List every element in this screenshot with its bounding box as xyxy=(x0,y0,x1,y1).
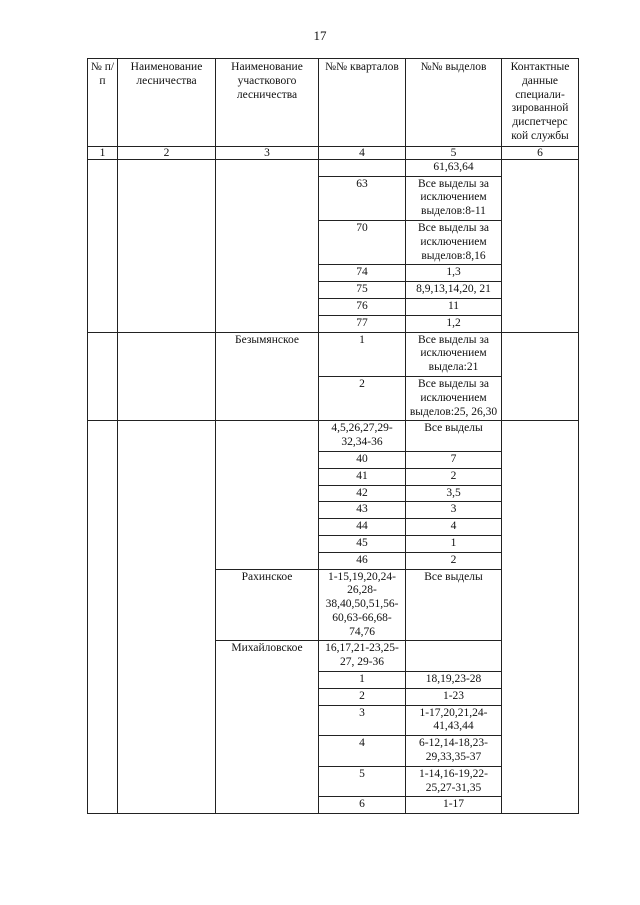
quarter-cell: 4,5,26,27,29-32,34-36 xyxy=(319,421,406,452)
district-name: Михайловское xyxy=(216,641,319,814)
quarter-cell: 42 xyxy=(319,485,406,502)
header-forestry: Наименование лесничества xyxy=(118,59,216,147)
column-number: 5 xyxy=(406,146,502,159)
allotment-cell: Все выделы xyxy=(406,569,502,641)
forestry-table xyxy=(87,58,579,814)
allotment-cell: Все выделы за исключением выделов:8-11 xyxy=(406,176,502,220)
quarter-cell xyxy=(319,159,406,176)
header-allotments: №№ выделов xyxy=(406,59,502,147)
table-row xyxy=(88,332,579,376)
quarter-cell: 45 xyxy=(319,535,406,552)
allotment-cell: 3,5 xyxy=(406,485,502,502)
allotment-cell: 7 xyxy=(406,451,502,468)
allotment-cell: 11 xyxy=(406,298,502,315)
header-row xyxy=(88,59,579,147)
allotment-cell: Все выделы за исключением выделов:8,16 xyxy=(406,220,502,264)
quarter-cell: 4 xyxy=(319,736,406,767)
cell-empty xyxy=(502,421,579,814)
table-row xyxy=(88,159,579,176)
quarter-cell: 1 xyxy=(319,332,406,376)
cell-empty xyxy=(118,332,216,421)
column-number: 2 xyxy=(118,146,216,159)
cell-empty xyxy=(118,159,216,332)
quarter-cell: 76 xyxy=(319,298,406,315)
cell-empty xyxy=(88,159,118,332)
column-number: 3 xyxy=(216,146,319,159)
cell-empty xyxy=(118,421,216,814)
quarter-cell: 75 xyxy=(319,282,406,299)
cell-empty xyxy=(502,332,579,421)
quarter-cell: 2 xyxy=(319,376,406,420)
district-name: Рахинское xyxy=(216,569,319,641)
quarter-cell: 1 xyxy=(319,672,406,689)
cell-empty xyxy=(88,332,118,421)
allotment-cell: Все выделы xyxy=(406,421,502,452)
allotment-cell: 1-17 xyxy=(406,797,502,814)
allotment-cell: 2 xyxy=(406,468,502,485)
quarter-cell: 74 xyxy=(319,265,406,282)
cell-empty xyxy=(88,421,118,814)
column-number: 6 xyxy=(502,146,579,159)
cell-empty xyxy=(216,421,319,569)
quarter-cell: 44 xyxy=(319,519,406,536)
allotment-cell: Все выделы за исключением выдела:21 xyxy=(406,332,502,376)
allotment-cell: 2 xyxy=(406,552,502,569)
district-name: Безымянское xyxy=(216,332,319,421)
allotment-cell: 1,3 xyxy=(406,265,502,282)
quarter-cell: 70 xyxy=(319,220,406,264)
page-number: 17 xyxy=(313,28,327,43)
quarter-cell: 43 xyxy=(319,502,406,519)
allotment-cell: 61,63,64 xyxy=(406,159,502,176)
allotment-cell: 1-14,16-19,22-25,27-31,35 xyxy=(406,766,502,797)
allotment-cell: 1 xyxy=(406,535,502,552)
allotment-cell: 3 xyxy=(406,502,502,519)
allotment-cell: 18,19,23-28 xyxy=(406,672,502,689)
quarter-cell: 6 xyxy=(319,797,406,814)
header-contacts: Контактные данные специали-зированной диспетчерс кой службы xyxy=(502,59,579,147)
quarter-cell: 63 xyxy=(319,176,406,220)
quarter-cell: 41 xyxy=(319,468,406,485)
header-number: № п/п xyxy=(88,59,118,147)
quarter-cell: 40 xyxy=(319,451,406,468)
cell-empty xyxy=(502,159,579,332)
allotment-cell: 1-23 xyxy=(406,688,502,705)
quarter-cell: 5 xyxy=(319,766,406,797)
allotment-cell: 1-17,20,21,24-41,43,44 xyxy=(406,705,502,736)
header-quarters: №№ кварталов xyxy=(319,59,406,147)
allotment-cell: 6-12,14-18,23-29,33,35-37 xyxy=(406,736,502,767)
allotment-cell: 1,2 xyxy=(406,315,502,332)
allotment-cell: 4 xyxy=(406,519,502,536)
allotment-cell: Все выделы за исключением выделов:25, 26,30 xyxy=(406,376,502,420)
quarter-cell: 1-15,19,20,24-26,28-38,40,50,51,56-60,63-66,68-74,76 xyxy=(319,569,406,641)
cell-empty xyxy=(216,159,319,332)
table-row xyxy=(88,421,579,452)
quarter-cell: 16,17,21-23,25-27, 29-36 xyxy=(319,641,406,672)
quarter-cell: 3 xyxy=(319,705,406,736)
quarter-cell: 2 xyxy=(319,688,406,705)
header-district-forestry: Наименование участкового лесничества xyxy=(216,59,319,147)
allotment-cell xyxy=(406,641,502,672)
column-number: 4 xyxy=(319,146,406,159)
quarter-cell: 77 xyxy=(319,315,406,332)
column-number-row xyxy=(88,146,579,159)
column-number: 1 xyxy=(88,146,118,159)
quarter-cell: 46 xyxy=(319,552,406,569)
allotment-cell: 8,9,13,14,20, 21 xyxy=(406,282,502,299)
